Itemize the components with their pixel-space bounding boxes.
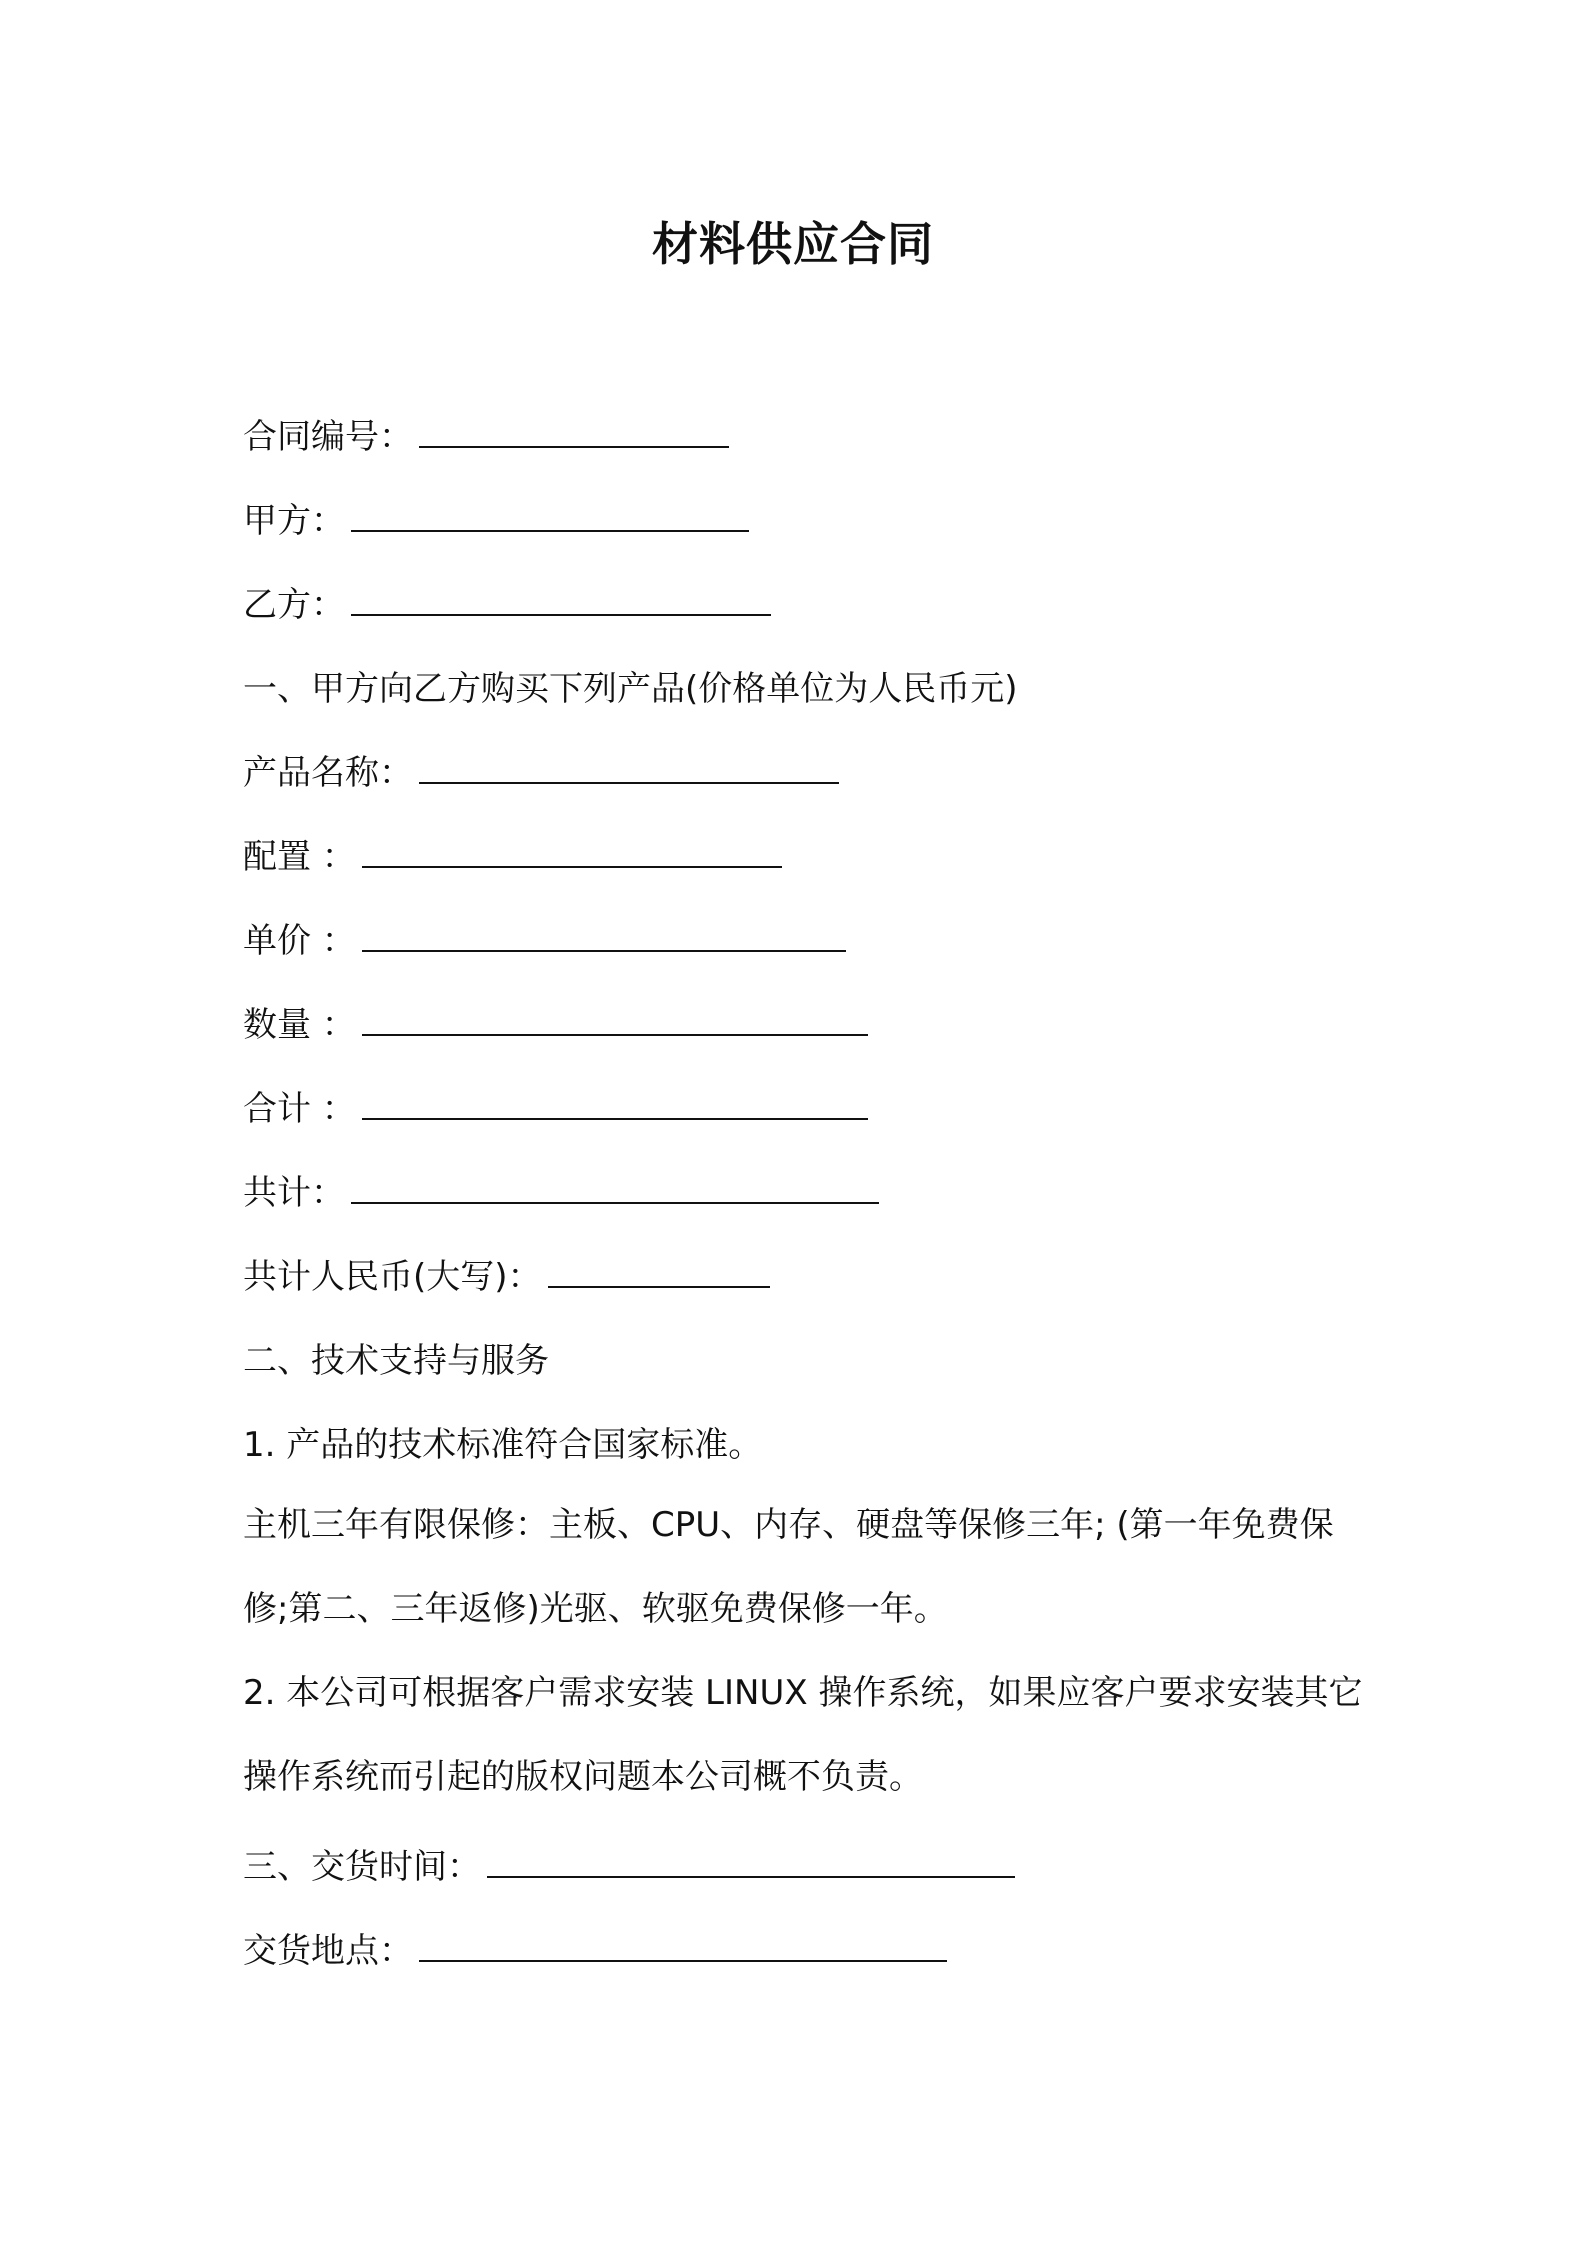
- document-title: 材料供应合同: [652, 217, 934, 271]
- configuration-blank: [362, 836, 782, 868]
- tech-item-1: 1. 产品的技术标准符合国家标准。: [243, 1425, 763, 1465]
- configuration-line: [243, 833, 782, 881]
- section-1-heading: 一、甲方向乙方购买下列产品(价格单位为人民币元): [243, 669, 1018, 709]
- delivery-place-label: 交货地点：: [243, 1931, 413, 1971]
- product-name-line: [243, 749, 839, 797]
- delivery-place-line: [243, 1927, 947, 1975]
- delivery-time-label: 三、交货时间：: [243, 1847, 481, 1887]
- contract-number-blank: [419, 416, 729, 448]
- party-b-blank: [351, 584, 771, 616]
- delivery-time-blank: [487, 1846, 1015, 1878]
- party-b-label: 乙方：: [243, 585, 345, 625]
- warranty-paragraph: 主机三年有限保修：主板、CPU、内存、硬盘等保修三年; (第一年免费保修;第二、三年返修)光驱、软驱免费保修一年。: [243, 1505, 1334, 1629]
- total-line: [243, 1169, 879, 1217]
- unit-price-blank: [362, 920, 846, 952]
- subtotal-blank: [362, 1088, 868, 1120]
- quantity-label: 数量 ：: [243, 1005, 356, 1045]
- total-label: 共计：: [243, 1173, 345, 1213]
- total-blank: [351, 1172, 879, 1204]
- subtotal-line: [243, 1085, 868, 1133]
- tech-item-2: 2. 本公司可根据客户需求安装 LINUX 操作系统，如果应客户要求安装其它操作系统而引起的版权问题本公司概不负责。: [243, 1673, 1363, 1797]
- unit-price-line: [243, 917, 846, 965]
- unit-price-label: 单价 ：: [243, 921, 356, 961]
- quantity-blank: [362, 1004, 868, 1036]
- contract-number-line: [243, 413, 729, 461]
- product-name-blank: [419, 752, 839, 784]
- party-b-line: [243, 581, 771, 629]
- party-a-label: 甲方：: [243, 501, 345, 541]
- section-2-heading: 二、技术支持与服务: [243, 1341, 549, 1381]
- delivery-time-line: [243, 1843, 1015, 1891]
- contract-number-label: 合同编号：: [243, 417, 413, 457]
- total-rmb-words-label: 共计人民币(大写)：: [243, 1257, 542, 1297]
- subtotal-label: 合计 ：: [243, 1089, 356, 1129]
- party-a-line: [243, 497, 749, 545]
- configuration-label: 配置 ：: [243, 837, 356, 877]
- total-rmb-words-blank: [548, 1256, 770, 1288]
- product-name-label: 产品名称：: [243, 753, 413, 793]
- party-a-blank: [351, 500, 749, 532]
- delivery-place-blank: [419, 1930, 947, 1962]
- quantity-line: [243, 1001, 868, 1049]
- total-rmb-words-line: [243, 1253, 770, 1301]
